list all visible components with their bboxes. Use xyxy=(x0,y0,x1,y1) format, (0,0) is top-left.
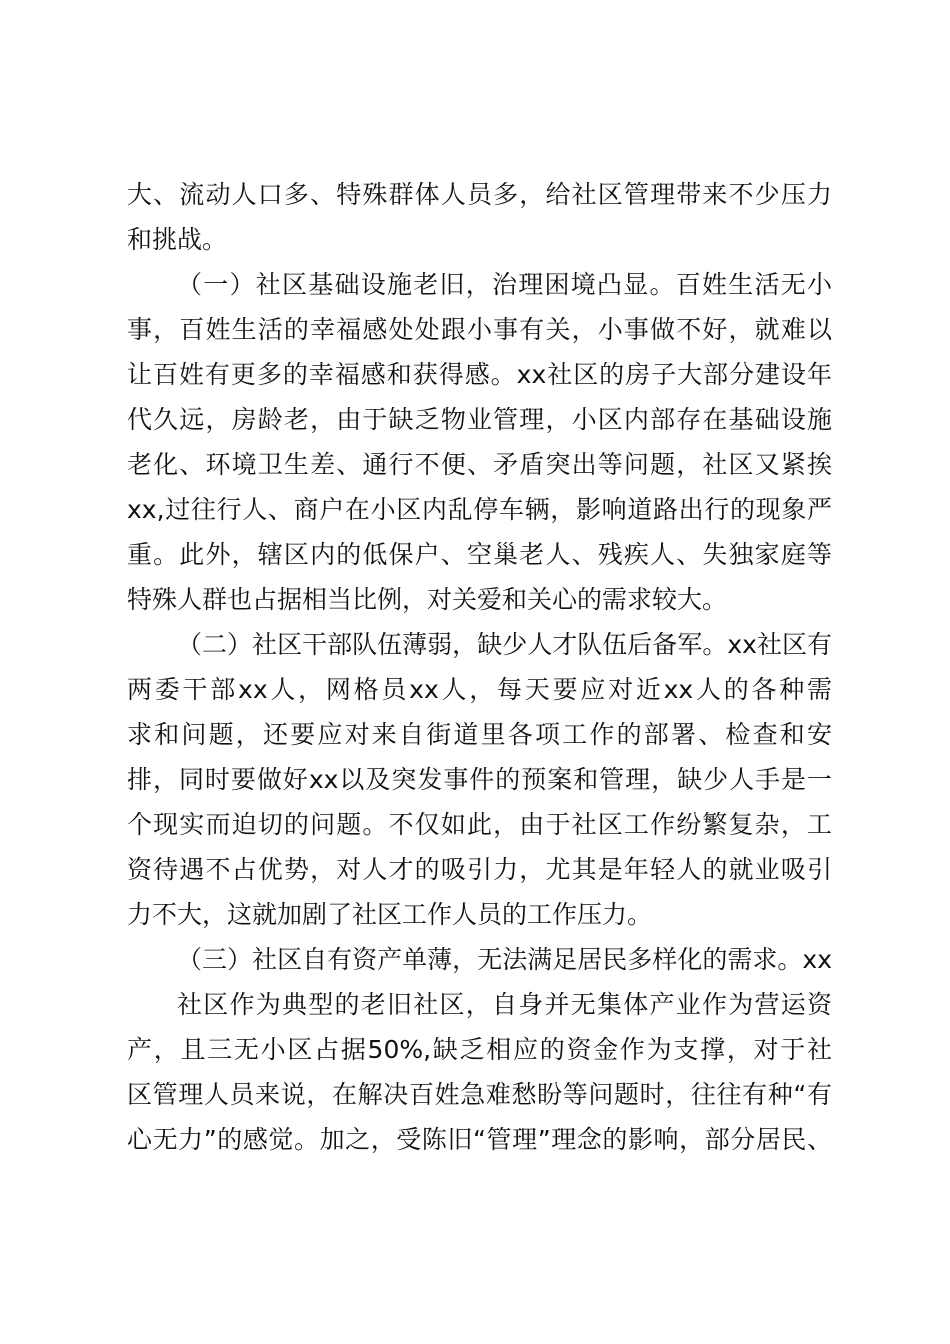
text-line: 事，百姓生活的幸福感处处跟小事有关，小事做不好，就难以 xyxy=(127,315,832,344)
text-line: 老化、环境卫生差、通行不便、矛盾突出等问题，社区又紧挨 xyxy=(127,450,832,479)
section-heading-line: （二）社区干部队伍薄弱，缺少人才队伍后备军。xx社区有 xyxy=(177,630,832,659)
text-line: 大、流动人口多、特殊群体人员多，给社区管理带来不少压力 xyxy=(127,180,832,209)
text-line: 产，且三无小区占据50%,缺乏相应的资金作为支撑，对于社 xyxy=(127,1035,832,1064)
text-line: 力不大，这就加剧了社区工作人员的工作压力。 xyxy=(127,900,653,929)
text-line: 区管理人员来说，在解决百姓急难愁盼等问题时，往往有种“有 xyxy=(127,1080,832,1109)
text-line: 代久远，房龄老，由于缺乏物业管理，小区内部存在基础设施 xyxy=(127,405,832,434)
section-heading-line: （一）社区基础设施老旧，治理困境凸显。百姓生活无小 xyxy=(177,270,832,299)
text-line: 资待遇不占优势，对人才的吸引力，尤其是年轻人的就业吸引 xyxy=(127,855,832,884)
section-heading-line: （三）社区自有资产单薄，无法满足居民多样化的需求。xx xyxy=(177,945,832,974)
text-line: 社区作为典型的老旧社区，自身并无集体产业作为营运资 xyxy=(177,990,832,1019)
text-line: 求和问题，还要应对来自街道里各项工作的部署、检查和安 xyxy=(127,720,832,749)
text-line: 特殊人群也占据相当比例，对关爱和关心的需求较大。 xyxy=(127,585,728,614)
text-line: 心无力”的感觉。加之，受陈旧“管理”理念的影响，部分居民、 xyxy=(127,1125,832,1154)
text-line: 个现实而迫切的问题。不仅如此，由于社区工作纷繁复杂，工 xyxy=(127,810,832,839)
text-line: 两委干部xx人，网格员xx人，每天要应对近xx人的各种需 xyxy=(127,675,832,704)
text-line: 重。此外，辖区内的低保户、空巢老人、残疾人、失独家庭等 xyxy=(127,540,832,569)
text-line: xx,过往行人、商户在小区内乱停车辆，影响道路出行的现象严 xyxy=(127,495,832,524)
text-line: 和挑战。 xyxy=(127,225,228,254)
text-line: 排，同时要做好xx以及突发事件的预案和管理，缺少人手是一 xyxy=(127,765,832,794)
text-line: 让百姓有更多的幸福感和获得感。xx社区的房子大部分建设年 xyxy=(127,360,832,389)
document-body xyxy=(127,172,832,1162)
